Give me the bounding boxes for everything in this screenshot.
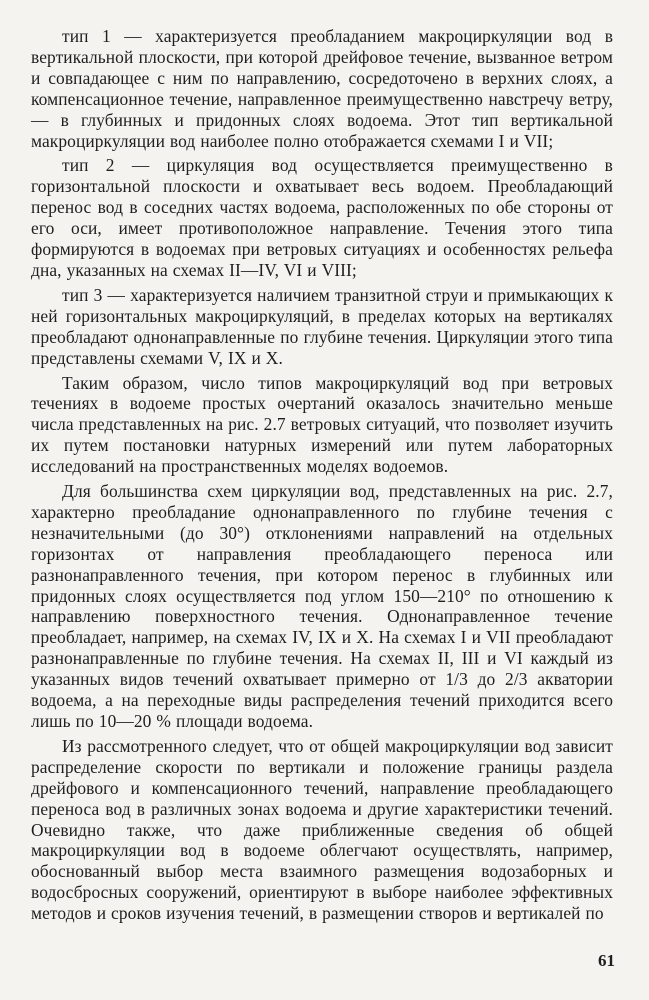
- paragraph-summary: Таким образом, число типов макроциркуляций вод при ветровых течениях в водоеме простых очертаний оказалось значительно меньше числа представленных на рис. 2.7 ветровых ситуаций, что позволяет изучить их путем постановки натурных измерений или путем лабораторных исследований на пространственных моделях водоемов.: [31, 372, 613, 477]
- paragraph-type-3: тип 3 — характеризуется наличием транзитной струи и примыкающих к ней горизонтальных макроциркуляций, в пределах которых на вертикалях преобладают однонаправленные по глубине течения. Циркуляции этого типа представлены схемами V, IX и X.: [31, 284, 613, 368]
- paragraph-type-1: тип 1 — характеризуется преобладанием макроциркуляции вод в вертикальной плоскости, при которой дрейфовое течение, вызванное ветром и совпадающее с ним по направлению, сосредоточено в верхних слоях, а компенсационное течение, направленное преимущественно навстречу ветру, — в глубинных и придонных слоях водоема. Этот тип вертикальной макроциркуляции вод наиболее полно отображается схемами I и VII;: [31, 26, 613, 151]
- paragraph-conclusion: Из рассмотренного следует, что от общей макроциркуляции вод зависит распределение скорости по вертикали и положение границы раздела дрейфового и компенсационного течений, направление преобладающего переноса вод в различных зонах водоема и другие характеристики течений. Очевидно также, что даже приближенные сведения об общей макроциркуляции вод в водоеме облегчают осуществлять, например, обоснованный выбор места взаимного размещения водозаборных и водосбросных сооружений, ориентируют в выборе наиболее эффективных методов и сроков изучения течений, в размещении створов и вертикалей по: [31, 735, 613, 924]
- paragraph-type-2: тип 2 — циркуляция вод осуществляется преимущественно в горизонтальной плоскости и охватывает весь водоем. Преобладающий перенос вод в соседних частях водоема, расположенных по обе стороны от его оси, имеет противоположное направление. Течения этого типа формируются в водоемах при ветровых ситуациях и особенностях рельефа дна, указанных на схемах II—IV, VI и VIII;: [31, 155, 613, 280]
- page-body: [31, 26, 613, 924]
- paragraph-circulation-schemes: Для большинства схем циркуляции вод, представленных на рис. 2.7, характерно преобладание однонаправленного по глубине течения с незначительными (до 30°) отклонениями направлений на отдельных горизонтах от направления преобладающего переноса или разнонаправленного течения, при котором перенос в глубинных или придонных слоях осуществляется под углом 150—210° по отношению к направлению поверхностного течения. Однонаправленное течение преобладает, например, на схемах IV, IX и X. На схемах I и VII преобладают разнонаправленные по глубине течения. На схемах II, III и VI каждый из указанных видов течений охватывает примерно от 1/3 до 2/3 акватории водоема, а на переходные виды распределения течений приходится всего лишь по 10—20 % площади водоема.: [31, 481, 613, 731]
- page-number: 61: [598, 951, 615, 970]
